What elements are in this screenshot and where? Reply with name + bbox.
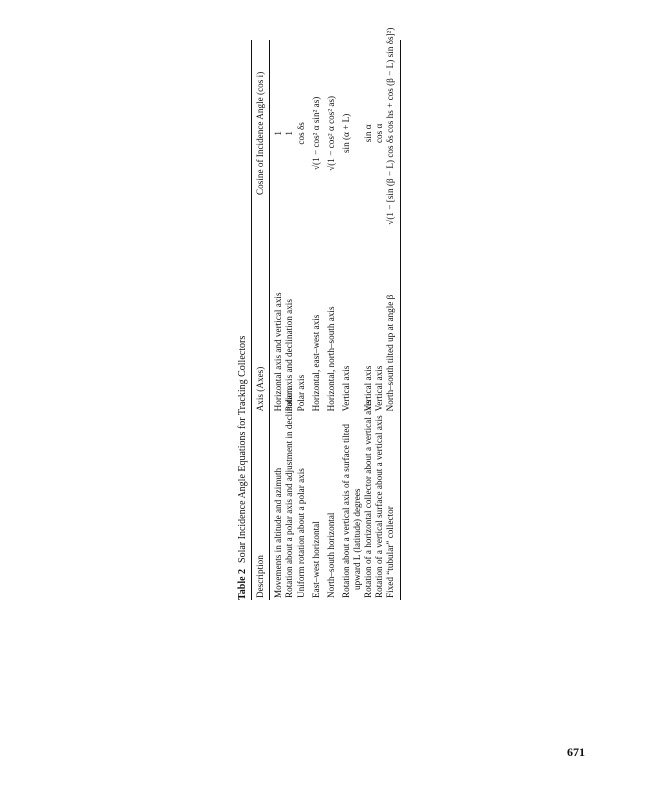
table-row xyxy=(296,40,311,600)
row-axis: Polar axis and declination axis xyxy=(284,299,295,412)
table-label: Table 2 xyxy=(237,568,248,600)
row-description: Rotation of a vertical surface about a vertical axis xyxy=(374,415,385,598)
incidence-angle-table xyxy=(251,27,401,600)
row-description: North–south horizontal xyxy=(325,512,336,598)
row-description: East–west horizontal xyxy=(310,521,321,598)
table-row xyxy=(363,40,374,600)
table-row xyxy=(341,40,363,600)
row-axis: North–south tilted up at angle β xyxy=(385,294,396,412)
row-description-text: Rotation about a vertical axis of a surface tilted upward L (latitude) degrees xyxy=(340,424,362,598)
table-row xyxy=(311,40,326,600)
row-description: Rotation about a polar axis and adjustment in declination xyxy=(284,388,295,598)
rotated-table-block xyxy=(237,27,422,600)
row-description: Rotation of a horizontal collector about a vertical axis xyxy=(363,400,374,598)
row-axis: Vertical axis xyxy=(340,365,351,412)
table-header-row xyxy=(252,40,270,600)
row-cosine: √(1 − cos² α cos² as) xyxy=(325,95,336,171)
row-axis: Vertical axis xyxy=(374,365,385,412)
column-header-axis: Axis (Axes) xyxy=(252,227,270,414)
row-cosine: cos α xyxy=(374,123,385,144)
table-row xyxy=(374,40,385,600)
table-row xyxy=(270,40,285,600)
table-caption-text: Solar Incidence Angle Equations for Tracking Collectors xyxy=(237,335,248,563)
row-description: Uniform rotation about a polar axis xyxy=(295,468,306,598)
row-cosine: sin α xyxy=(363,124,374,143)
row-cosine: cos δs xyxy=(295,122,306,145)
row-description: Movements in altitude and azimuth xyxy=(273,467,284,598)
column-header-description: Description xyxy=(252,413,270,600)
row-axis: Horizontal axis and vertical axis xyxy=(273,292,284,412)
row-cosine: √(1 − [sin (β − L) cos δs cos hs + cos (β − L) sin δs]²) xyxy=(385,27,396,225)
row-axis: Vertical axis xyxy=(363,365,374,412)
row-cosine: 1 xyxy=(284,131,295,136)
table-row xyxy=(385,40,400,600)
row-cosine: 1 xyxy=(273,131,284,136)
table-row xyxy=(326,40,341,600)
row-description xyxy=(341,413,363,600)
table-caption xyxy=(237,40,251,600)
row-axis: Horizontal, north–south axis xyxy=(325,306,336,412)
row-cosine: √(1 − cos² α sin² as) xyxy=(310,96,321,171)
row-description: Fixed “tubular” collector xyxy=(385,506,396,598)
row-axis: Polar axis xyxy=(295,374,306,412)
page-number: 671 xyxy=(567,745,585,759)
row-cosine: sin (α + L) xyxy=(340,113,351,154)
row-axis: Horizontal, east–west axis xyxy=(310,314,321,412)
column-header-cosine: Cosine of Incidence Angle (cos i) xyxy=(252,40,270,227)
table-row xyxy=(284,40,295,600)
